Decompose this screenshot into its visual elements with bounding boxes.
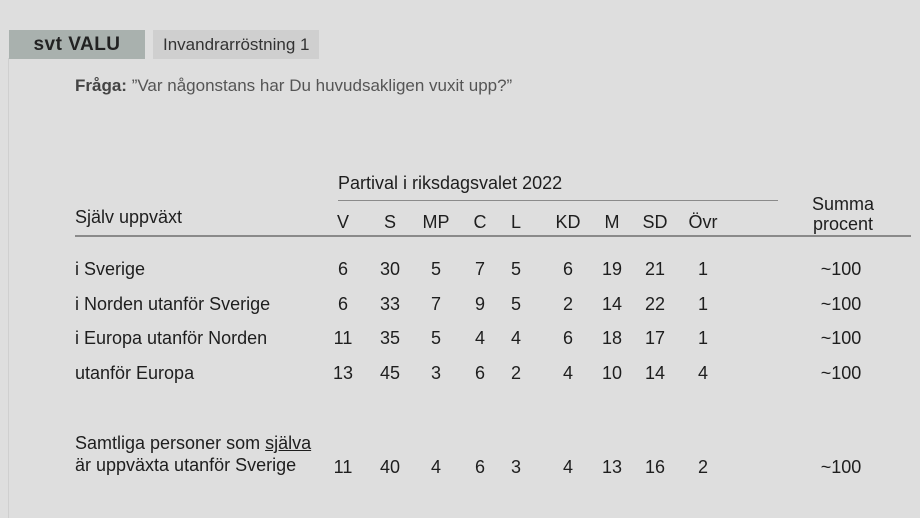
svt-valu-logo: svt VALU [9,30,145,59]
row-label: i Norden utanför Sverige [75,294,271,314]
cell-sum: ~100 [820,328,862,348]
question [75,76,512,96]
cell-l: 2 [510,363,522,383]
total-label [75,432,311,476]
cell-kd: 6 [562,328,574,348]
cell-m: 19 [601,259,623,279]
column-header-l: L [510,212,522,232]
cell-s: 45 [379,363,401,383]
cell-m: 10 [601,363,623,383]
cell-kd: 4 [562,363,574,383]
total-label-line2: är uppväxta utanför Sverige [75,455,297,475]
cell-v: 6 [337,294,349,314]
cell-sum: ~100 [820,259,862,279]
row-header: Själv uppväxt [75,207,183,227]
graphic-title-tag: Invandrarröstning 1 [153,30,319,59]
column-header-sd: SD [642,212,668,232]
cell-kd: 2 [562,294,574,314]
column-header-c: C [473,212,487,232]
cell-m: 18 [601,328,623,348]
cell-sd: 17 [644,328,666,348]
column-header-v: V [336,212,350,232]
total-cell-s: 40 [379,457,401,477]
cell-sd: 22 [644,294,666,314]
total-label-emphasis: själva [265,433,312,453]
cell-m: 14 [601,294,623,314]
row-label: i Europa utanför Norden [75,328,268,348]
row-label: i Sverige [75,259,146,279]
cell-sd: 21 [644,259,666,279]
row-label: utanför Europa [75,363,195,383]
cell-c: 9 [474,294,486,314]
cell-kd: 6 [562,259,574,279]
cell-l: 4 [510,328,522,348]
cell-c: 6 [474,363,486,383]
cell-mp: 3 [430,363,442,383]
total-cell-v: 11 [333,457,353,477]
total-label-text: Samtliga personer som [75,433,266,453]
question-label: Fråga: [75,76,127,95]
column-header-övr: Övr [688,212,718,232]
total-label-line1 [75,432,311,454]
cell-v: 11 [333,328,353,348]
cell-mp: 5 [430,328,442,348]
sum-header [812,194,874,234]
total-cell-m: 13 [601,457,623,477]
cell-c: 4 [474,328,486,348]
header-rule [75,235,911,237]
cell-s: 35 [379,328,401,348]
cell-övr: 1 [697,259,709,279]
total-cell-sd: 16 [644,457,666,477]
sum-header-line2: procent [812,214,874,234]
cell-mp: 5 [430,259,442,279]
cell-l: 5 [510,259,522,279]
total-cell-c: 6 [474,457,486,477]
column-header-s: S [383,212,397,232]
left-border [8,58,9,518]
total-cell-kd: 4 [562,457,574,477]
cell-sum: ~100 [820,363,862,383]
total-cell-l: 3 [510,457,522,477]
cell-s: 30 [379,259,401,279]
sum-header-line1: Summa [811,194,875,214]
column-header-kd: KD [555,212,581,232]
cell-övr: 1 [697,328,709,348]
cell-mp: 7 [430,294,442,314]
cell-s: 33 [379,294,401,314]
column-header-mp: MP [422,212,450,232]
cell-övr: 1 [697,294,709,314]
cell-c: 7 [474,259,486,279]
total-cell-sum: ~100 [820,457,862,477]
cell-l: 5 [510,294,522,314]
cell-övr: 4 [697,363,709,383]
cell-v: 6 [337,259,349,279]
group-rule [338,200,778,201]
total-cell-mp: 4 [430,457,442,477]
cell-sum: ~100 [820,294,862,314]
question-text: ”Var någonstans har Du huvudsakligen vuxit upp?” [126,76,513,95]
cell-v: 13 [332,363,354,383]
column-header-m: M [604,212,620,232]
group-title: Partival i riksdagsvalet 2022 [338,173,563,193]
cell-sd: 14 [644,363,666,383]
total-cell-övr: 2 [697,457,709,477]
